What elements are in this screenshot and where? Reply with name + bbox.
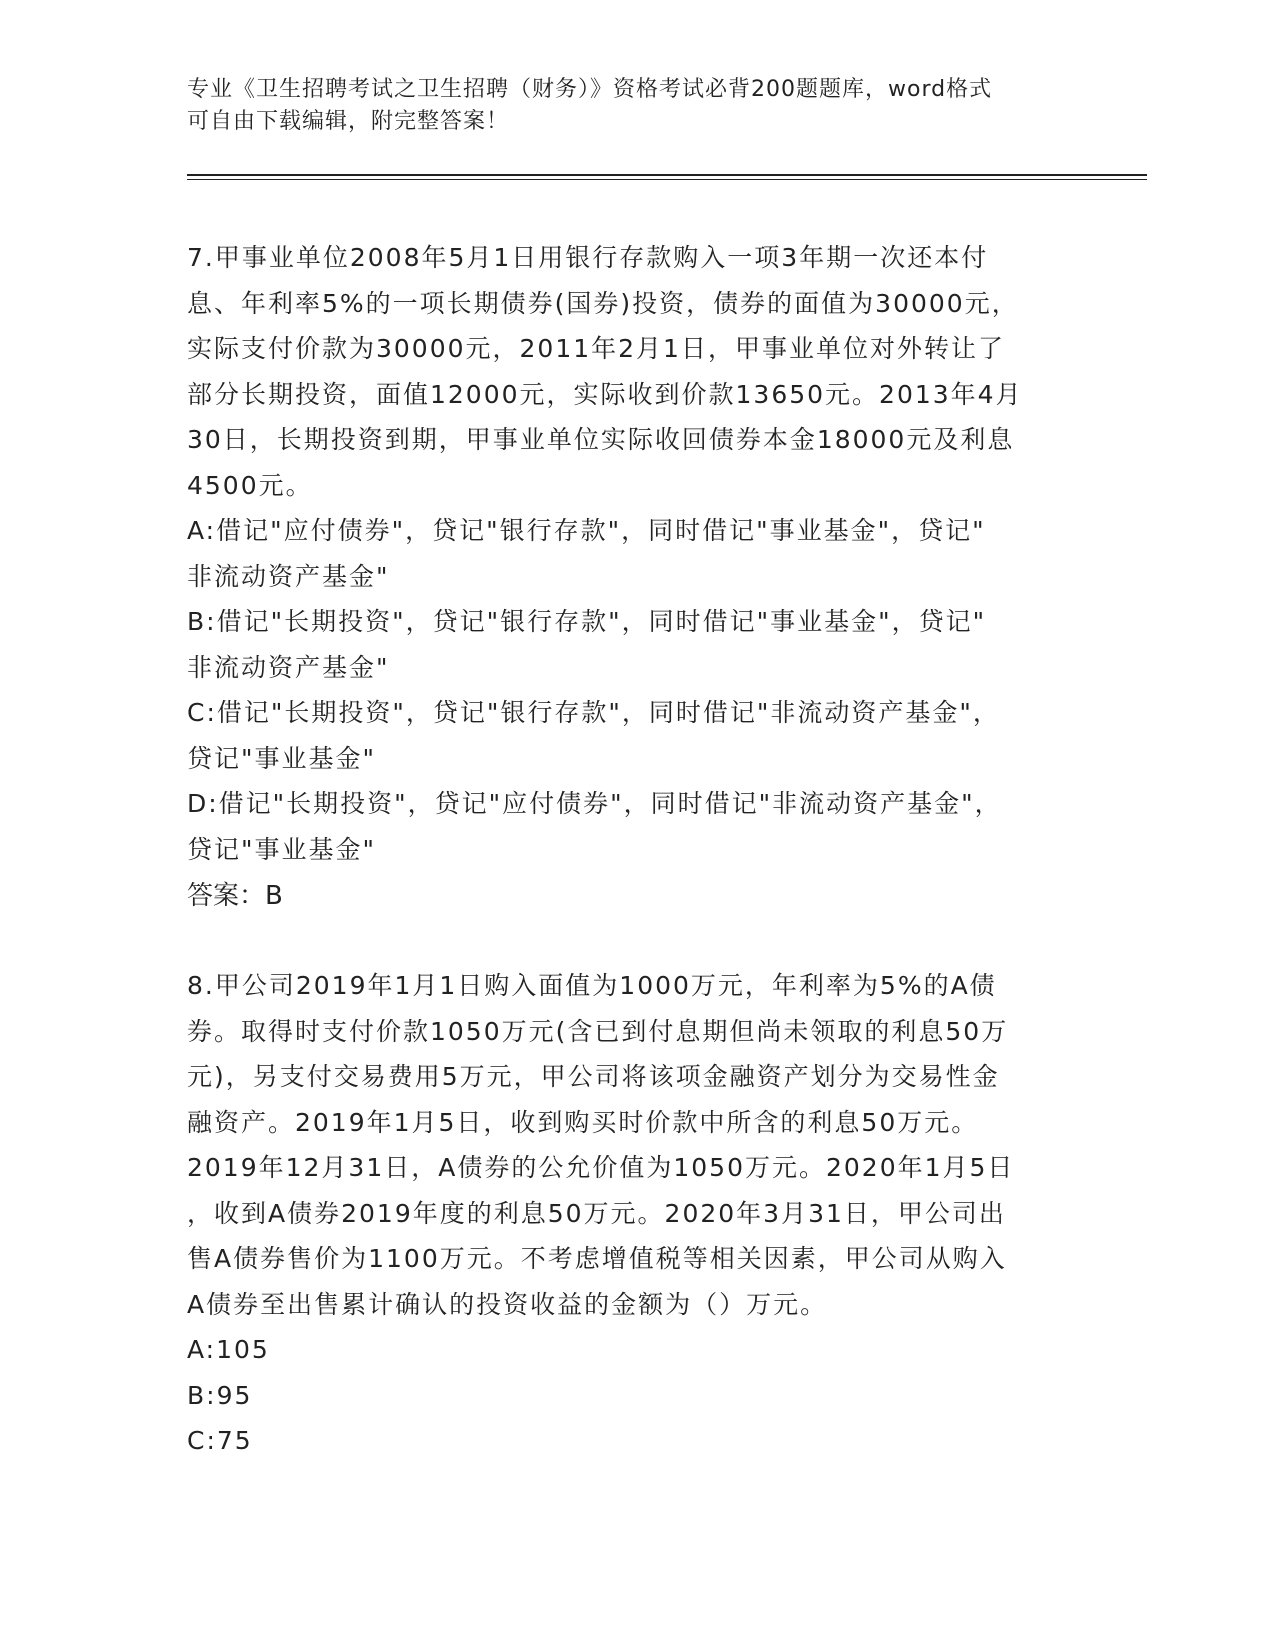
question-stem-line: 息、年利率5%的一项长期债券(国券)投资，债券的面值为30000元， (187, 288, 1019, 318)
question-stem-line: 部分长期投资，面值12000元，实际收到价款13650元。2013年4月 (187, 379, 1023, 409)
option-line: 贷记"事业基金" (187, 834, 376, 864)
question-stem-line: 7.甲事业单位2008年5月1日用银行存款购入一项3年期一次还本付 (187, 243, 989, 272)
question-stem-line: 4500元。 (187, 470, 313, 500)
question-stem-line: 2019年12月31日，A债券的公允价值为1050万元。2020年1月5日 (187, 1153, 1015, 1182)
option-line: 非流动资产基金" (187, 652, 390, 682)
option-d (187, 781, 1077, 872)
question-7 (187, 235, 1077, 920)
option-line: A:借记"应付债券"，贷记"银行存款"，同时借记"事业基金"，贷记" (187, 516, 986, 545)
option-b (187, 599, 1077, 690)
option-c: C:75 (187, 1426, 253, 1455)
question-stem-line: 券。取得时支付价款1050万元(含已到付息期但尚未领取的利息50万 (187, 1016, 1009, 1046)
question-8 (187, 963, 1077, 1464)
option-a: A:105 (187, 1335, 270, 1364)
answer-label: 答案：B (187, 881, 283, 911)
question-stem-line: 融资产。2019年1月5日，收到购买时价款中所含的利息50万元。 (187, 1107, 979, 1137)
option-line: B:借记"长期投资"，贷记"银行存款"，同时借记"事业基金"，贷记" (187, 607, 987, 636)
question-stem-line: ，收到A债券2019年度的利息50万元。2020年3月31日，甲公司出 (187, 1198, 1006, 1228)
option-line: D:借记"长期投资"，贷记"应付债券"，同时借记"非流动资产基金"， (187, 789, 1002, 818)
header-line: 可自由下载编辑，附完整答案！ (187, 109, 510, 134)
option-c (187, 690, 1077, 781)
option-a (187, 508, 1077, 599)
question-stem-line: 元)，另支付交易费用5万元，甲公司将该项金融资产划分为交易性金 (187, 1062, 1000, 1091)
header-line: 专业《卫生招聘考试之卫生招聘（财务）》资格考试必背200题题库，word格式 (187, 77, 993, 102)
header-divider (187, 174, 1147, 180)
option-b: B:95 (187, 1380, 253, 1410)
question-stem-line: 实际支付价款为30000元，2011年2月1日，甲事业单位对外转让了 (187, 334, 1005, 363)
question-stem-line: 售A债券售价为1100万元。不考虑增值税等相关因素，甲公司从购入 (187, 1244, 1007, 1273)
document-header (187, 74, 1087, 138)
question-stem-line: A债券至出售累计确认的投资收益的金额为（）万元。 (187, 1289, 828, 1319)
option-line: 贷记"事业基金" (187, 743, 376, 773)
option-line: C:借记"长期投资"，贷记"银行存款"，同时借记"非流动资产基金"， (187, 698, 1000, 727)
question-stem-line: 8.甲公司2019年1月1日购入面值为1000万元，年利率为5%的A债 (187, 971, 997, 1000)
option-line: 非流动资产基金" (187, 561, 390, 591)
question-stem-line: 30日，长期投资到期，甲事业单位实际收回债券本金18000元及利息 (187, 425, 1015, 454)
